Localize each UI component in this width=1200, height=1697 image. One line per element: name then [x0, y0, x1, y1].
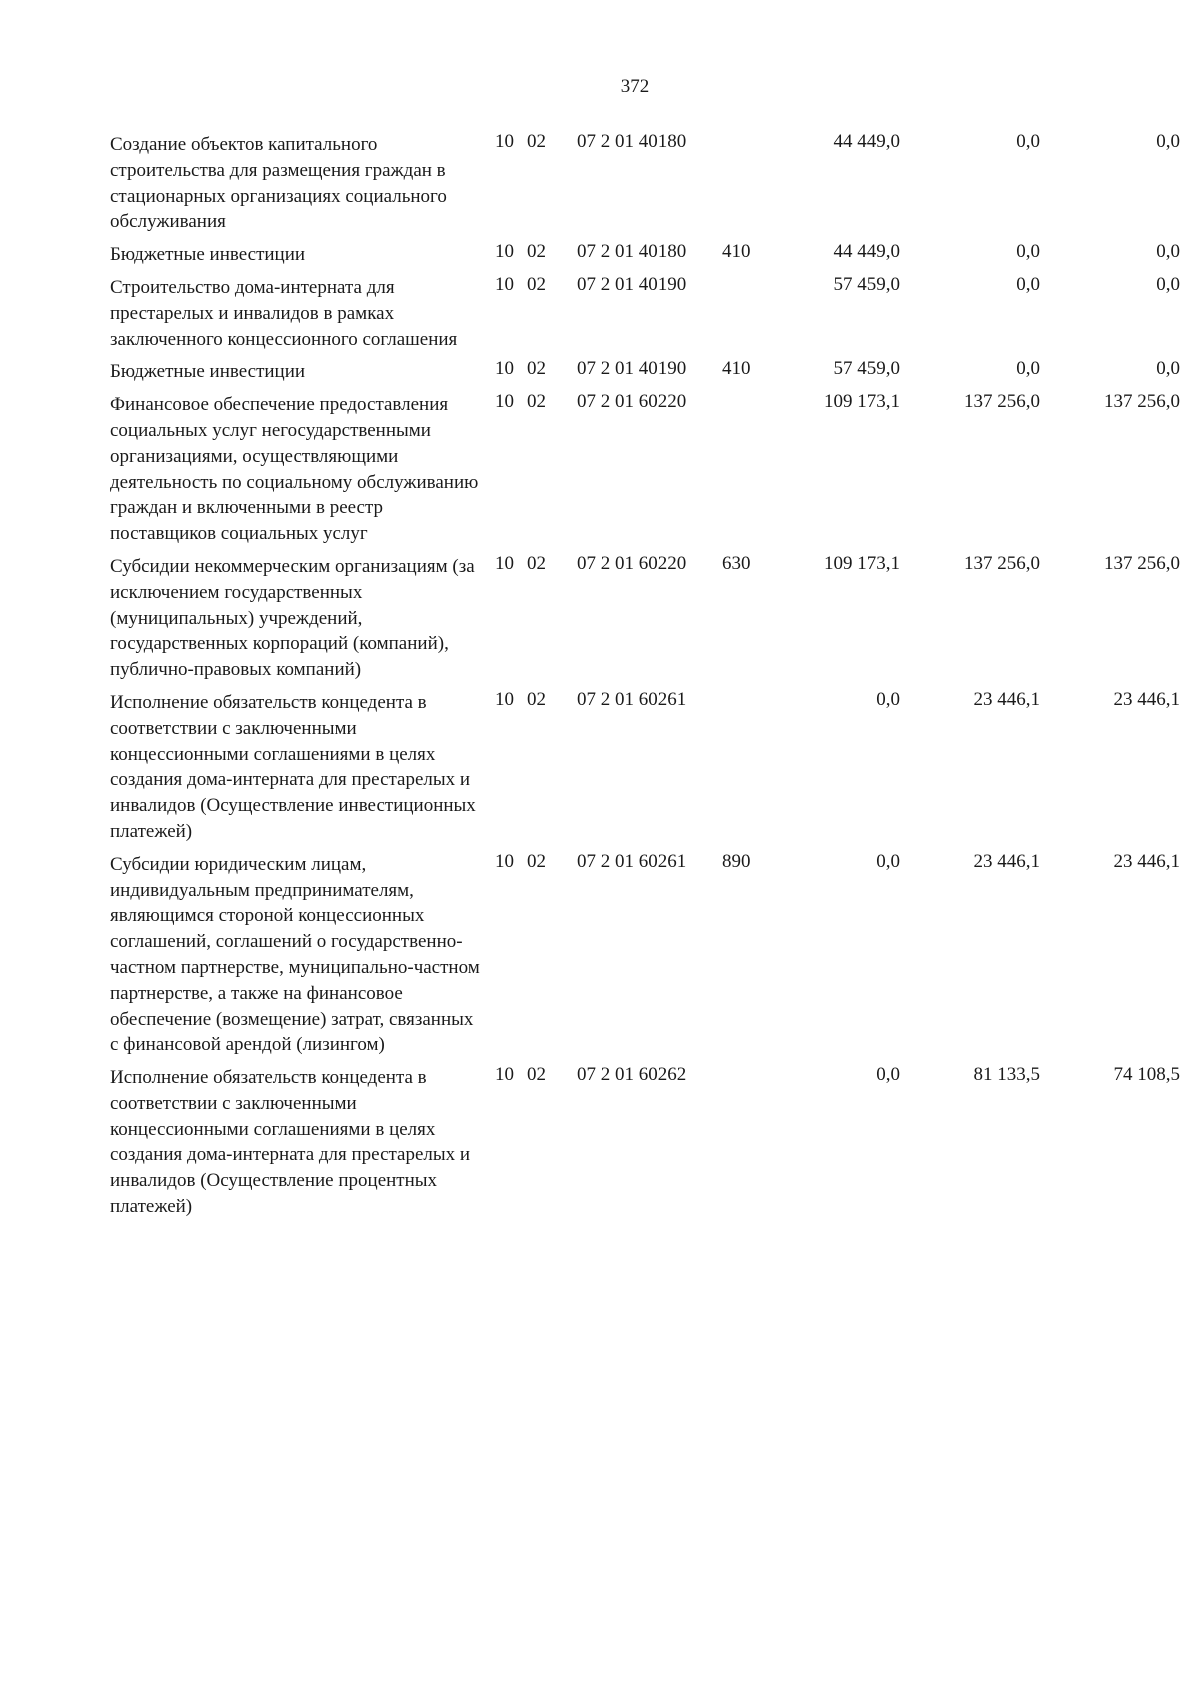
amount-year-2: 0,0	[1016, 358, 1040, 380]
subsection-code: 02	[527, 241, 546, 263]
subsection-code: 02	[527, 552, 546, 574]
amount-year-2: 0,0	[1016, 273, 1040, 295]
amount-year-2: 81 133,5	[973, 1064, 1040, 1086]
table-row	[110, 392, 1182, 547]
table-row	[110, 554, 1182, 683]
target-article-code: 07 2 01 60261	[577, 688, 687, 710]
row-description: Финансовое обеспечение предоставления социальных услуг негосударственными организациями, осуществляющими деятельность по социальному обслуживанию граждан и включенными в реестр поставщиков социальных услуг	[110, 394, 479, 545]
expense-type-code: 630	[722, 552, 751, 574]
subsection-code: 02	[527, 688, 546, 710]
row-description: Бюджетные инвестиции	[110, 361, 306, 383]
subsection-code: 02	[527, 850, 546, 872]
expense-type-code: 410	[722, 358, 751, 380]
section-code: 10	[495, 131, 514, 152]
section-code: 10	[495, 1064, 514, 1086]
row-description: Субсидии юридическим лицам, индивидуальным предпринимателям, являющимся стороной концессионных соглашений, соглашений о государственно-частном партнерстве, муниципально-частном партнерстве, а также на финансовое обеспечение (возмещение) затрат, связанных с финансовой арендой (лизингом)	[110, 853, 480, 1056]
amount-year-1: 44 449,0	[833, 241, 900, 263]
amount-year-1: 109 173,1	[824, 552, 900, 574]
amount-year-2: 23 446,1	[973, 850, 1040, 872]
target-article-code: 07 2 01 40180	[577, 241, 687, 263]
row-description: Исполнение обязательств концедента в соответствии с заключенными концессионными соглашениями в целях создания дома-интерната для престарелых и инвалидов (Осуществление инвестиционных платежей)	[110, 691, 476, 842]
amount-year-3: 0,0	[1156, 273, 1180, 295]
section-code: 10	[495, 391, 514, 413]
row-description: Субсидии некоммерческим организациям (за исключением государственных (муниципальных) учреждений, государственных корпораций (компаний), публично-правовых компаний)	[110, 555, 475, 681]
amount-year-2: 23 446,1	[973, 688, 1040, 710]
target-article-code: 07 2 01 40190	[577, 273, 687, 295]
section-code: 10	[495, 273, 514, 295]
table-row	[110, 359, 1182, 385]
subsection-code: 02	[527, 131, 546, 152]
amount-year-3: 0,0	[1156, 358, 1180, 380]
row-description: Строительство дома-интерната для престарелых и инвалидов в рамках заключенного концессионного соглашения	[110, 276, 458, 350]
amount-year-1: 0,0	[876, 1064, 900, 1086]
subsection-code: 02	[527, 358, 546, 380]
section-code: 10	[495, 358, 514, 380]
subsection-code: 02	[527, 391, 546, 413]
amount-year-2: 137 256,0	[964, 391, 1040, 413]
amount-year-3: 23 446,1	[1113, 850, 1180, 872]
amount-year-3: 137 256,0	[1104, 391, 1180, 413]
amount-year-3: 23 446,1	[1113, 688, 1180, 710]
target-article-code: 07 2 01 40180	[577, 131, 687, 152]
amount-year-1: 0,0	[876, 850, 900, 872]
section-code: 10	[495, 552, 514, 574]
amount-year-3: 137 256,0	[1104, 552, 1180, 574]
amount-year-2: 0,0	[1016, 241, 1040, 263]
table-row	[110, 690, 1182, 845]
page-number: 372	[620, 76, 650, 97]
amount-year-2: 0,0	[1016, 131, 1040, 152]
section-code: 10	[495, 241, 514, 263]
amount-year-1: 44 449,0	[833, 131, 900, 152]
row-description: Бюджетные инвестиции	[110, 244, 306, 266]
table-row	[110, 1065, 1182, 1220]
subsection-code: 02	[527, 273, 546, 295]
budget-table	[110, 132, 1182, 1227]
section-code: 10	[495, 850, 514, 872]
amount-year-1: 109 173,1	[824, 391, 900, 413]
target-article-code: 07 2 01 60262	[577, 1064, 687, 1086]
table-row	[110, 242, 1182, 268]
target-article-code: 07 2 01 40190	[577, 358, 687, 380]
amount-year-3: 0,0	[1156, 241, 1180, 263]
expense-type-code: 410	[722, 241, 751, 263]
row-description: Исполнение обязательств концедента в соответствии с заключенными концессионными соглашениями в целях создания дома-интерната для престарелых и инвалидов (Осуществление процентных платежей)	[110, 1067, 471, 1218]
target-article-code: 07 2 01 60261	[577, 850, 687, 872]
expense-type-code: 890	[722, 850, 751, 872]
row-description: Создание объектов капитального строительства для размещения граждан в стационарных организациях социального обслуживания	[110, 134, 447, 233]
amount-year-3: 74 108,5	[1113, 1064, 1180, 1086]
target-article-code: 07 2 01 60220	[577, 391, 687, 413]
amount-year-2: 137 256,0	[964, 552, 1040, 574]
amount-year-3: 0,0	[1156, 131, 1180, 152]
subsection-code: 02	[527, 1064, 546, 1086]
amount-year-1: 57 459,0	[833, 273, 900, 295]
amount-year-1: 0,0	[876, 688, 900, 710]
target-article-code: 07 2 01 60220	[577, 552, 687, 574]
section-code: 10	[495, 688, 514, 710]
amount-year-1: 57 459,0	[833, 358, 900, 380]
table-row	[110, 275, 1182, 352]
table-row	[110, 132, 1182, 235]
table-row	[110, 852, 1182, 1058]
